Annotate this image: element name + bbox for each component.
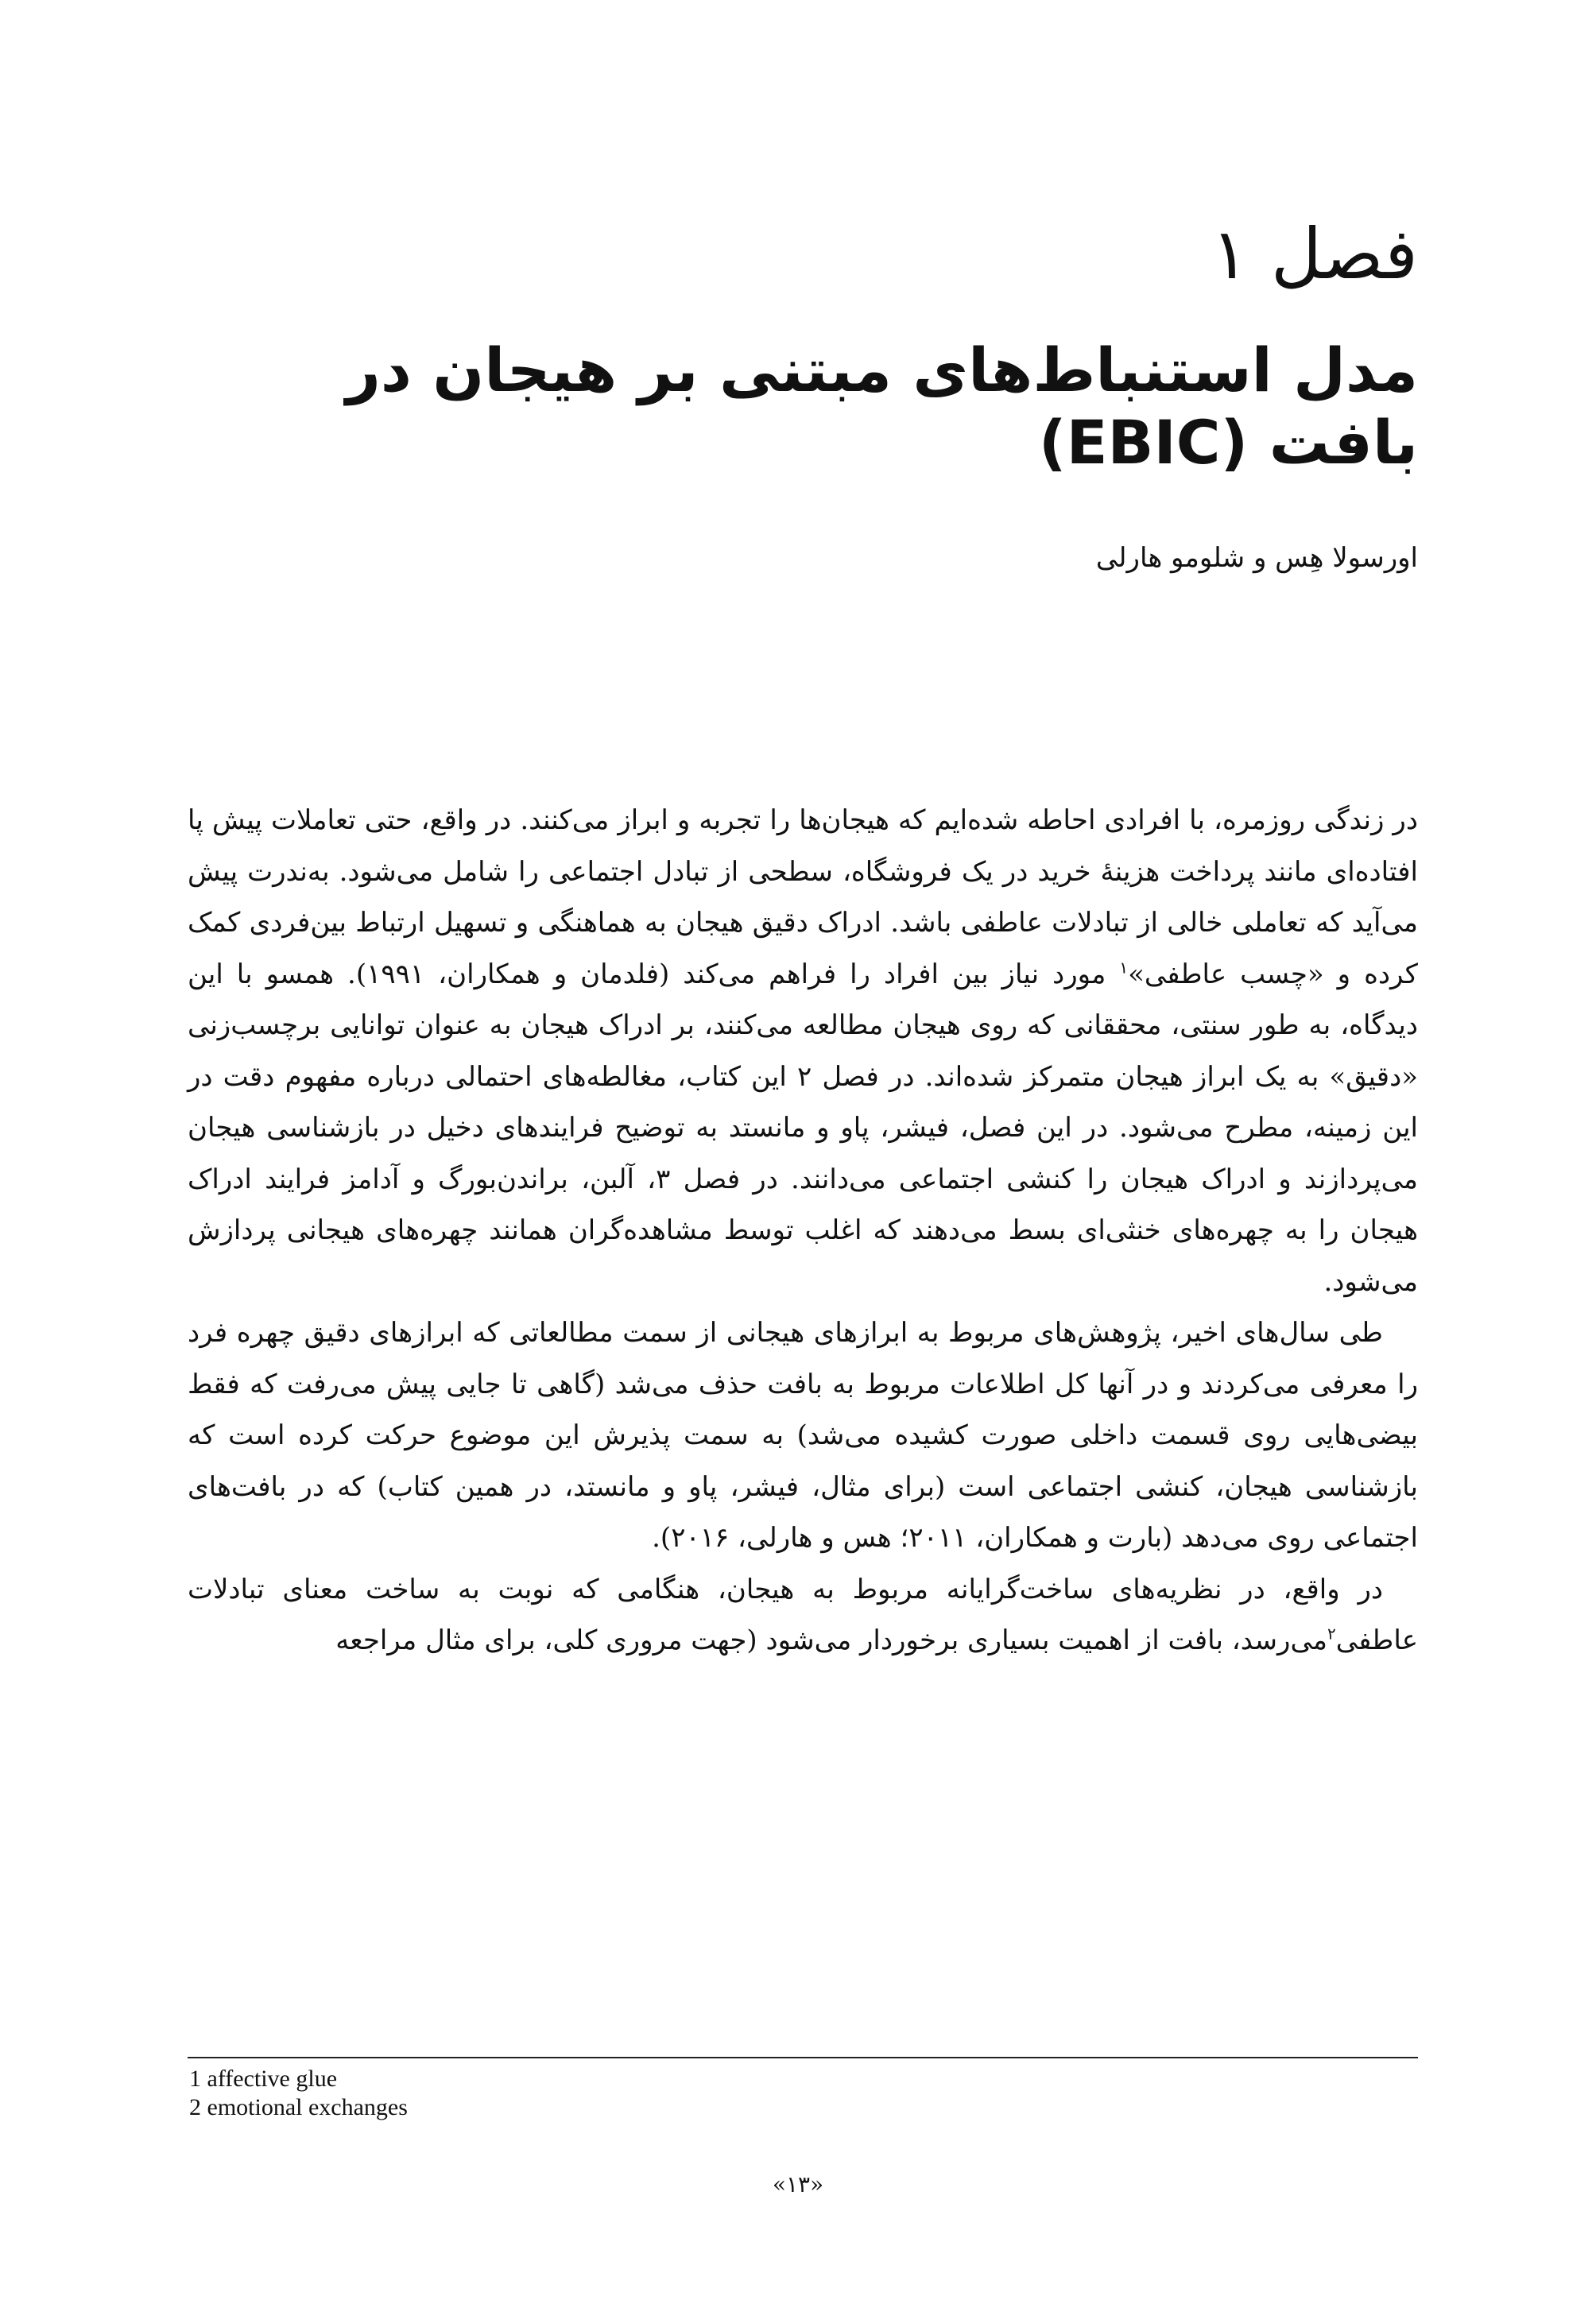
paragraph-3: [188, 1564, 1418, 1667]
chapter-label: فصل ۱: [1211, 213, 1418, 295]
chapter-body: [188, 795, 1418, 1667]
chapter-title: مدل استنباط‌های مبتنی بر هیجان در بافت (EBIC): [346, 335, 1418, 478]
footnote-ref-2: ۲: [1327, 1624, 1336, 1644]
paragraph-3-part-b: می‌رسد، بافت از اهمیت بسیاری برخوردار می‌شود (جهت مروری کلی، برای مثال مراجعه: [335, 1624, 1327, 1656]
paragraph-3-part-a: در واقع، در نظریه‌های ساخت‌گرایانه مربوط به هیجان، هنگامی که نوبت به ساخت معنای تبادلات عاطفی: [188, 1573, 1418, 1656]
page-number: «۱۳»: [772, 2171, 824, 2197]
paragraph-2: طی سال‌های اخیر، پژوهش‌های مربوط به ابرازهای هیجانی از سمت مطالعاتی که ابرازهای دقیق چهره فرد را معرفی می‌کردند و در آنها کل اطلاعات مربوط به بافت حذف می‌شد (گاهی تا جایی پیش می‌رفت که فقط بیضی‌هایی روی قسمت داخلی صورت کشیده می‌شد) به سمت پذیرش این موضوع حرکت کرده است که بازشناسی هیجان، کنشی اجتماعی است (برای مثال، فیشر، پاو و مانستد، در همین کتاب) که در بافت‌های اجتماعی روی می‌دهد (بارت و همکاران، ۲۰۱۱؛ هس و هارلی، ۲۰۱۶).: [188, 1317, 1418, 1554]
footnote-divider: [188, 2057, 1418, 2058]
paragraph-1-part-a: در زندگی روزمره، با افرادی احاطه شده‌ایم که هیجان‌ها را تجربه و ابراز می‌کنند. در واقع، حتی تعاملات پیش پا افتاده‌ای مانند پرداخت هزینهٔ خرید در یک فروشگاه، سطحی از تبادل اجتماعی را شامل می‌شود. به‌ندرت پیش می‌آید که تعاملی خالی از تبادلات عاطفی باشد. ادراک دقیق هیجان به هماهنگی و تسهیل ارتباط بین‌فردی کمک کرده و «چسب عاطفی»: [188, 804, 1418, 990]
footnote-2: 2 emotional exchanges: [189, 2094, 408, 2120]
paragraph-1-part-b: مورد نیاز بین افراد را فراهم می‌کند (فلدمان و همکاران، ۱۹۹۱). همسو با این دیدگاه، به طور سنتی، محققانی که روی هیجان مطالعه می‌کنند، بر ادراک هیجان به عنوان توانایی برچسب‌زنی «دقیق» به یک ابراز هیجان متمرکز شده‌اند. در فصل ۲ این کتاب، مغالطه‌های احتمالی درباره مفهوم دقت در این زمینه، مطرح می‌شود. در این فصل، فیشر، پاو و مانستد به توضیح فرایندهای دخیل در بازشناسی هیجان می‌پردازند و ادراک هیجان را کنشی اجتماعی می‌دانند. در فصل ۳، آلبن، براندن‌بورگ و آدامز فرایند ادراک هیجان را به چهره‌های خنثی‌ای بسط می‌دهند که اغلب توسط مشاهده‌گران همانند چهره‌های هیجانی پردازش می‌شود.: [188, 958, 1419, 1298]
footnote-ref-1: ۱: [1119, 958, 1129, 978]
paragraph-1: [188, 795, 1418, 1307]
footnotes: [189, 2065, 408, 2122]
chapter-authors: اورسولا هِس و شلومو هارلی: [1095, 542, 1418, 574]
footnote-1: 1 affective glue: [189, 2066, 338, 2092]
